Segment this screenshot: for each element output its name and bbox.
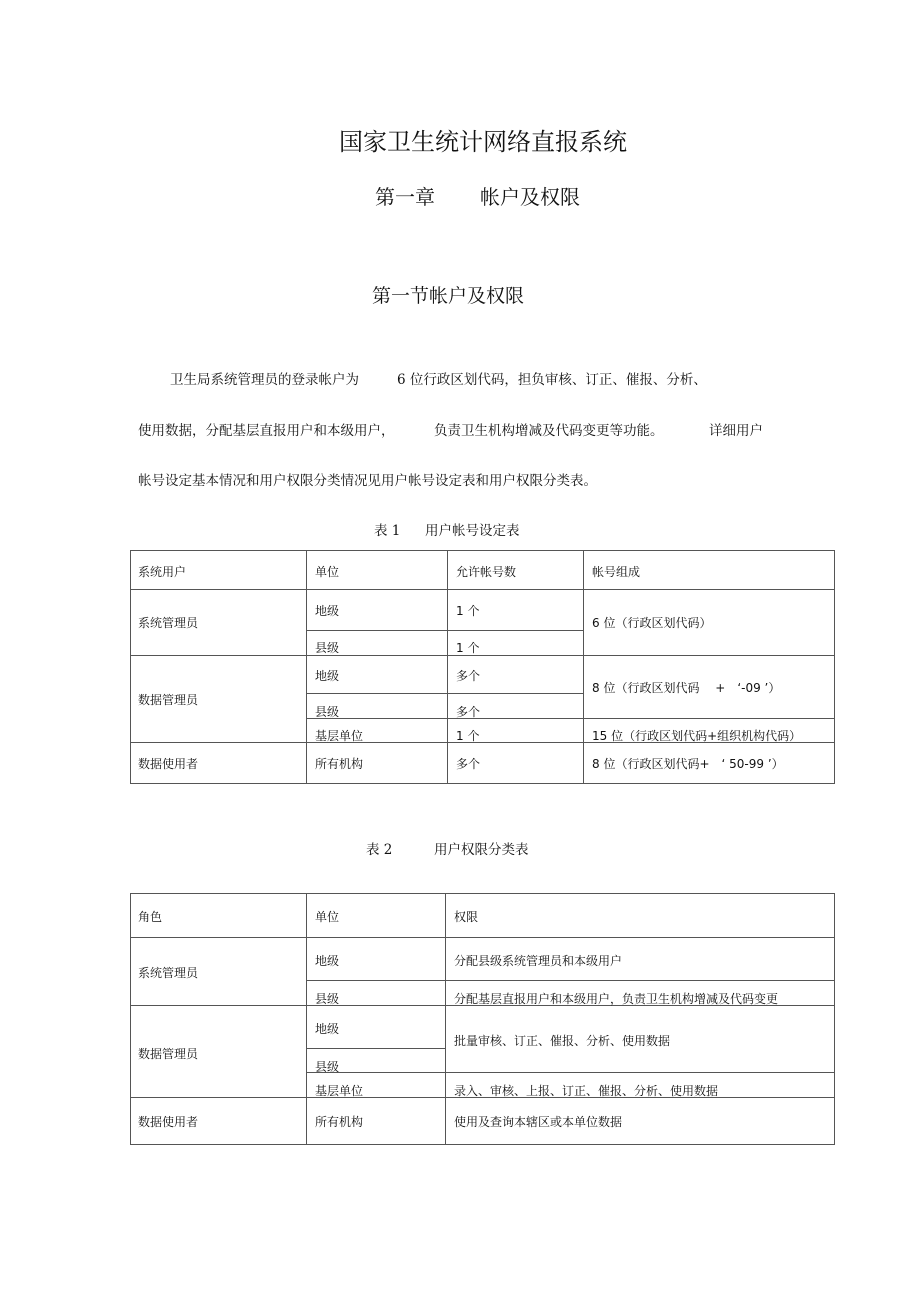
table1-count-cell: 多个: [456, 705, 481, 719]
paragraph-line-2c: 详细用户: [709, 423, 763, 439]
table1-composition-cell: 8 位（行政区划代码 + ‘-09 ’）: [592, 681, 781, 695]
table1-unit-cell: 县级: [315, 705, 340, 719]
table2-unit-cell: 县级: [315, 1060, 340, 1074]
table1-header-cell: 单位: [315, 565, 340, 579]
table1-header-cell: 帐号组成: [592, 565, 641, 579]
section-title: 第一节帐户及权限: [371, 285, 524, 307]
table2-unit-cell: 基层单位: [315, 1084, 364, 1098]
table1-count-cell: 1 个: [456, 604, 480, 618]
table1-caption-number: 表 1: [374, 523, 401, 539]
table2-unit-cell: 县级: [315, 992, 340, 1006]
table1-caption-title: 用户帐号设定表: [425, 523, 520, 539]
table1-composition-cell: 15 位（行政区划代码+组织机构代码）: [592, 729, 802, 743]
table1-header-cell: 允许帐号数: [456, 565, 517, 579]
table2-permission-cell: 批量审核、订正、催报、分析、使用数据: [454, 1034, 671, 1048]
paragraph-line-1b: 6 位行政区划代码，担负审核、订正、催报、分析、: [397, 372, 707, 388]
table2-role-cell: 数据使用者: [138, 1115, 199, 1129]
table1-composition-cell: 6 位（行政区划代码）: [592, 616, 712, 630]
table1-unit-cell: 地级: [315, 604, 340, 618]
table1-count-cell: 1 个: [456, 641, 480, 655]
table2-permission-cell: 录入、审核、上报、订正、催报、分析、使用数据: [454, 1084, 719, 1098]
paragraph-line-2b: 负责卫生机构增减及代码变更等功能。: [434, 423, 664, 439]
chapter-title: 帐户及权限: [480, 185, 580, 209]
table1-unit-cell: 所有机构: [315, 757, 364, 771]
table2-permission-cell: 分配县级系统管理员和本级用户: [454, 954, 623, 968]
table2-unit-cell: 所有机构: [315, 1115, 364, 1129]
table1-unit-cell: 基层单位: [315, 729, 364, 743]
table2-header-cell: 角色: [138, 910, 163, 924]
paragraph-line-1a: 卫生局系统管理员的登录帐户为: [170, 372, 359, 388]
table2-permission-cell: 分配基层直报用户和本级用户，负责卫生机构增减及代码变更: [454, 992, 779, 1006]
table1-role-cell: 数据管理员: [138, 693, 199, 707]
paragraph-line-3: 帐号设定基本情况和用户权限分类情况见用户帐号设定表和用户权限分类表。: [138, 473, 597, 489]
paragraph-line-2a: 使用数据，分配基层直报用户和本级用户，: [138, 423, 395, 439]
table1-count-cell: 1 个: [456, 729, 480, 743]
table1-role-cell: 系统管理员: [138, 616, 199, 630]
table1-count-cell: 多个: [456, 757, 481, 771]
table2-header-cell: 权限: [454, 910, 479, 924]
table1-count-cell: 多个: [456, 669, 481, 683]
table1-unit-cell: 地级: [315, 669, 340, 683]
table1-unit-cell: 县级: [315, 641, 340, 655]
table2-role-cell: 系统管理员: [138, 966, 199, 980]
table2-caption-number: 表 2: [366, 842, 393, 858]
table1-role-cell: 数据使用者: [138, 757, 199, 771]
document-title: 国家卫生统计网络直报系统: [339, 128, 627, 156]
table1-composition-cell: 8 位（行政区划代码+ ‘ 50-99 ’）: [592, 757, 784, 771]
chapter-number: 第一章: [375, 185, 435, 209]
table2-permission-cell: 使用及查询本辖区或本单位数据: [454, 1115, 623, 1129]
table2-role-cell: 数据管理员: [138, 1047, 199, 1061]
table2-caption-title: 用户权限分类表: [434, 842, 529, 858]
table2-unit-cell: 地级: [315, 954, 340, 968]
table2-header-cell: 单位: [315, 910, 340, 924]
table1-header-cell: 系统用户: [138, 565, 187, 579]
table2-unit-cell: 地级: [315, 1022, 340, 1036]
